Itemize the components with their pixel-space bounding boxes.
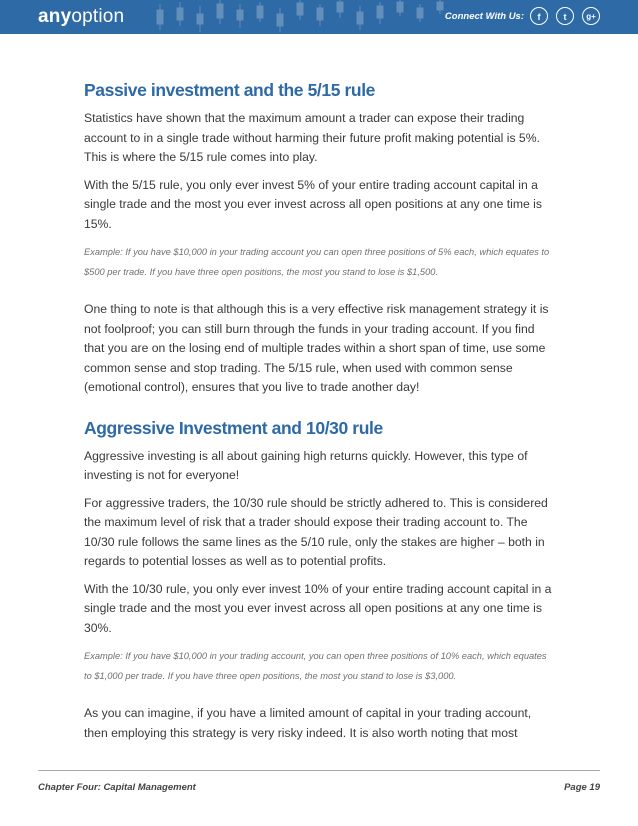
footer-page-number: Page 19 bbox=[564, 782, 600, 793]
section-aggressive bbox=[84, 418, 554, 744]
facebook-icon[interactable]: f bbox=[530, 7, 548, 25]
section-title-passive: Passive investment and the 5/15 rule bbox=[84, 80, 376, 100]
anyoption-logo[interactable] bbox=[38, 6, 124, 28]
footer-chapter: Chapter Four: Capital Management bbox=[38, 782, 196, 793]
google-plus-icon[interactable]: g+ bbox=[582, 7, 600, 25]
paragraph: As you can imagine, if you have a limited amount of capital in your trading account, then employing this strategy is very risky indeed. It is also worth noting that most bbox=[84, 706, 532, 740]
footer-divider bbox=[38, 770, 600, 771]
example-note: Example: If you have $10,000 in your trading account, you can open three positions of 10% each, which equates to $1,000 per trade. If you have three open positions, the most you stand to lose is $3,000. bbox=[84, 651, 547, 681]
paragraph: With the 5/15 rule, you only ever invest 5% of your entire trading account capital in a single trade and the most you ever invest across all open positions at any one time is 15%. bbox=[84, 177, 542, 231]
connect-with-us-label: Connect With Us: bbox=[444, 11, 524, 22]
logo-part-any: any bbox=[38, 6, 72, 27]
paragraph: Aggressive investing is all about gaining high returns quickly. However, this type of investing is not for everyone! bbox=[84, 448, 528, 482]
page-content bbox=[84, 80, 554, 751]
header-bar bbox=[0, 0, 638, 34]
paragraph: Statistics have shown that the maximum amount a trader can expose their trading account to in a single trade without harming their future profit making potential is 5%. This is where the 5/15 rule comes into play. bbox=[84, 111, 540, 164]
twitter-icon[interactable]: t bbox=[556, 7, 574, 25]
example-note: Example: If you have $10,000 in your trading account you can open three positions of 5% each, which equates to $500 per trade. If you have three open positions, the most you stand to lose is $1,500. bbox=[84, 247, 550, 277]
candlestick-chart-decoration bbox=[150, 0, 450, 34]
section-title-aggressive: Aggressive Investment and 10/30 rule bbox=[84, 417, 383, 438]
paragraph: One thing to note is that although this is a very effective risk management strategy it is not foolproof; you can still burn through the funds in your trading account. If you find that you are on the losing end of multiple trades within a short span of time, use some common sense and stop trading. The 5/15 rule, when used with common sense (emotional control), ensures that you live to trade another day! bbox=[84, 302, 549, 394]
logo-part-option: option bbox=[71, 6, 125, 27]
paragraph: For aggressive traders, the 10/30 rule should be strictly adhered to. This is considered the maximum level of risk that a trader should expose their trading account to. The 10/30 rule follows the same lines as the 5/10 rule, only the stakes are higher – both in regards to potential losses as well as to potential profits. bbox=[84, 495, 548, 568]
paragraph: With the 10/30 rule, you only ever invest 10% of your entire trading account capital in a single trade and the most you ever invest across all open positions at any one time is 30%. bbox=[84, 581, 552, 635]
